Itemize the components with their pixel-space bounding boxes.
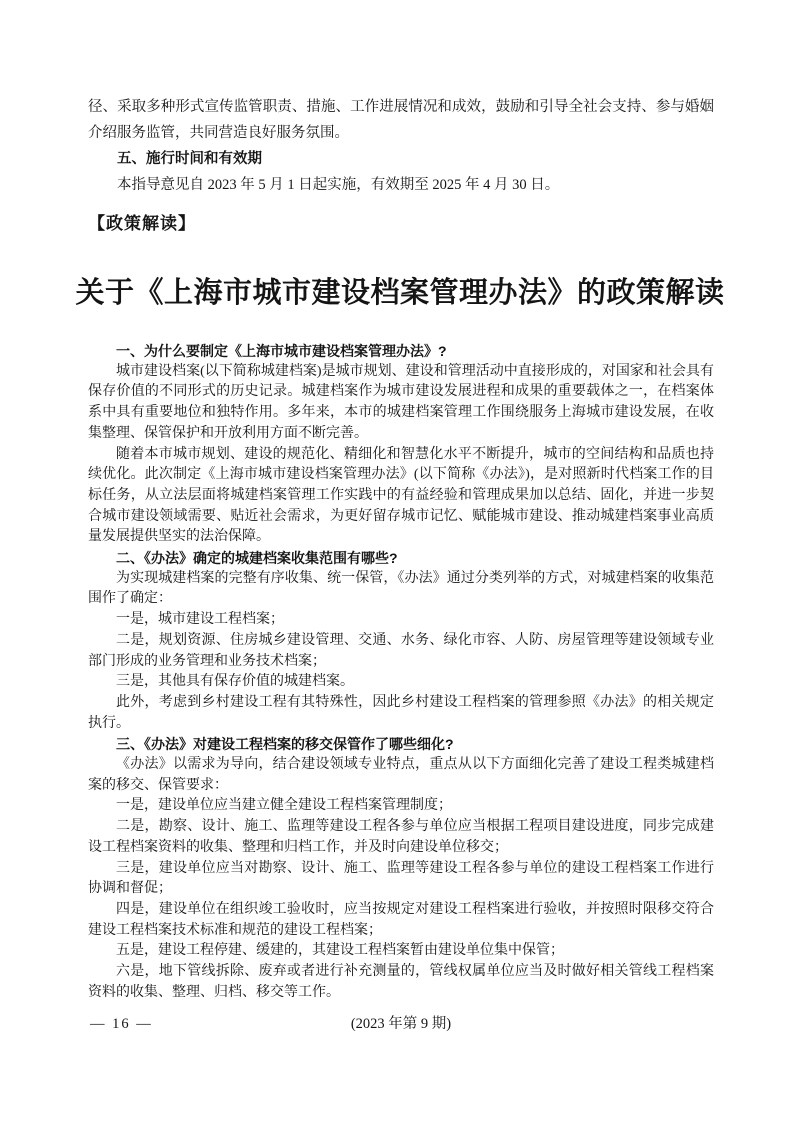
list-item-paragraph: 一是，建设单位应当建立健全建设工程档案管理制度； — [116, 798, 452, 814]
page-number: — 16 — — [90, 1016, 153, 1032]
list-item-paragraph: 三是，其他具有保存价值的城建档案。 — [116, 674, 354, 690]
question-heading: 一、为什么要制定《上海市城市建设档案管理办法》? — [116, 343, 447, 359]
list-item-paragraph: 三是，建设单位应当对勘察、设计、施工、监理等建设工程各参与单位的建设工程档案工作进行协调和督促； — [88, 860, 714, 897]
list-item-paragraph: 二是，规划资源、住房城乡建设管理、交通、水务、绿化市容、人防、房屋管理等建设领域专业部门形成的业务管理和业务技术档案； — [88, 632, 714, 669]
issue-label: (2023 年第 9 期) — [350, 1016, 452, 1032]
page-footer — [88, 1013, 714, 1035]
paragraph: 城市建设档案(以下简称城建档案)是城市规划、建设和管理活动中直接形成的，对国家和社会具有保存价值的不同形式的历史记录。城建档案作为城市建设发展进程和成果的重要载体之一，在档案体系中具有重要地位和独特作用。多年来，本市的城建档案管理工作围绕服务上海城市建设发展，在收集整理、保管保护和开放利用方面不断完善。 — [88, 363, 714, 441]
list-item-paragraph: 二是，勘察、设计、施工、监理等建设工程各参与单位应当根据工程项目建设进度，同步完成建设工程档案资料的收集、整理和归档工作，并及时向建设单位移交； — [88, 819, 714, 855]
paragraph: 《办法》以需求为导向，结合建设领域专业特点，重点从以下方面细化完善了建设工程类城建档案的移交、保管要求： — [88, 757, 714, 793]
previous-article-section-heading: 五、施行时间和有效期 — [117, 151, 262, 167]
list-item-paragraph: 六是，地下管线拆除、废弃或者进行补充测量的，管线权属单位应当及时做好相关管线工程档案资料的收集、整理、归档、移交等工作。 — [88, 964, 714, 1000]
question-heading: 三、《办法》对建设工程档案的移交保管作了哪些细化? — [116, 736, 454, 753]
list-item-paragraph: 五是，建设工程停建、缓建的，其建设工程档案暂由建设单位集中保管； — [116, 943, 564, 959]
previous-article-continuation-paragraph: 径、采取多种形式宣传监管职责、措施、工作进展情况和成效，鼓励和引导全社会支持、参与婚姻介绍服务监管，共同营造良好服务氛围。 — [88, 99, 714, 141]
paragraph: 随着本市城市规划、建设的规范化、精细化和智慧化水平不断提升，城市的空间结构和品质也持续优化。此次制定《上海市城市建设档案管理办法》(以下简称《办法》)，是对照新时代档案工作的目标任务，从立法层面将城建档案管理工作实践中的有益经验和管理成果加以总结、固化，并进一步契合城市建设领域需要、贴近社会需求，为更好留存城市记忆、赋能城市建设、推动城建档案事业高质量发展提供坚实的法治保障。 — [88, 446, 714, 545]
article-body — [88, 341, 714, 1004]
policy-interpretation-section-marker: 【政策解读】 — [88, 214, 196, 233]
list-item-paragraph: 一是，城市建设工程档案； — [116, 612, 284, 628]
article-title: 关于《上海市城市建设档案管理办法》的政策解读 — [75, 277, 725, 309]
previous-article-effective-date-paragraph: 本指导意见自 2023 年 5 月 1 日起实施，有效期至 2025 年 4 月 30 日。 — [117, 177, 560, 193]
previous-article-section — [88, 94, 714, 198]
question-heading: 二、《办法》确定的城建档案收集范围有哪些? — [116, 550, 398, 567]
paragraph: 此外，考虑到乡村建设工程有其特殊性，因此乡村建设工程档案的管理参照《办法》的相关规定执行。 — [88, 694, 714, 731]
paragraph: 为实现城建档案的完整有序收集、统一保管，《办法》通过分类列举的方式，对城建档案的收集范围作了确定： — [88, 570, 714, 607]
list-item-paragraph: 四是，建设单位在组织竣工验收时，应当按规定对建设工程档案进行验收，并按照时限移交符合建设工程档案技术标准和规范的建设工程档案； — [88, 901, 714, 938]
